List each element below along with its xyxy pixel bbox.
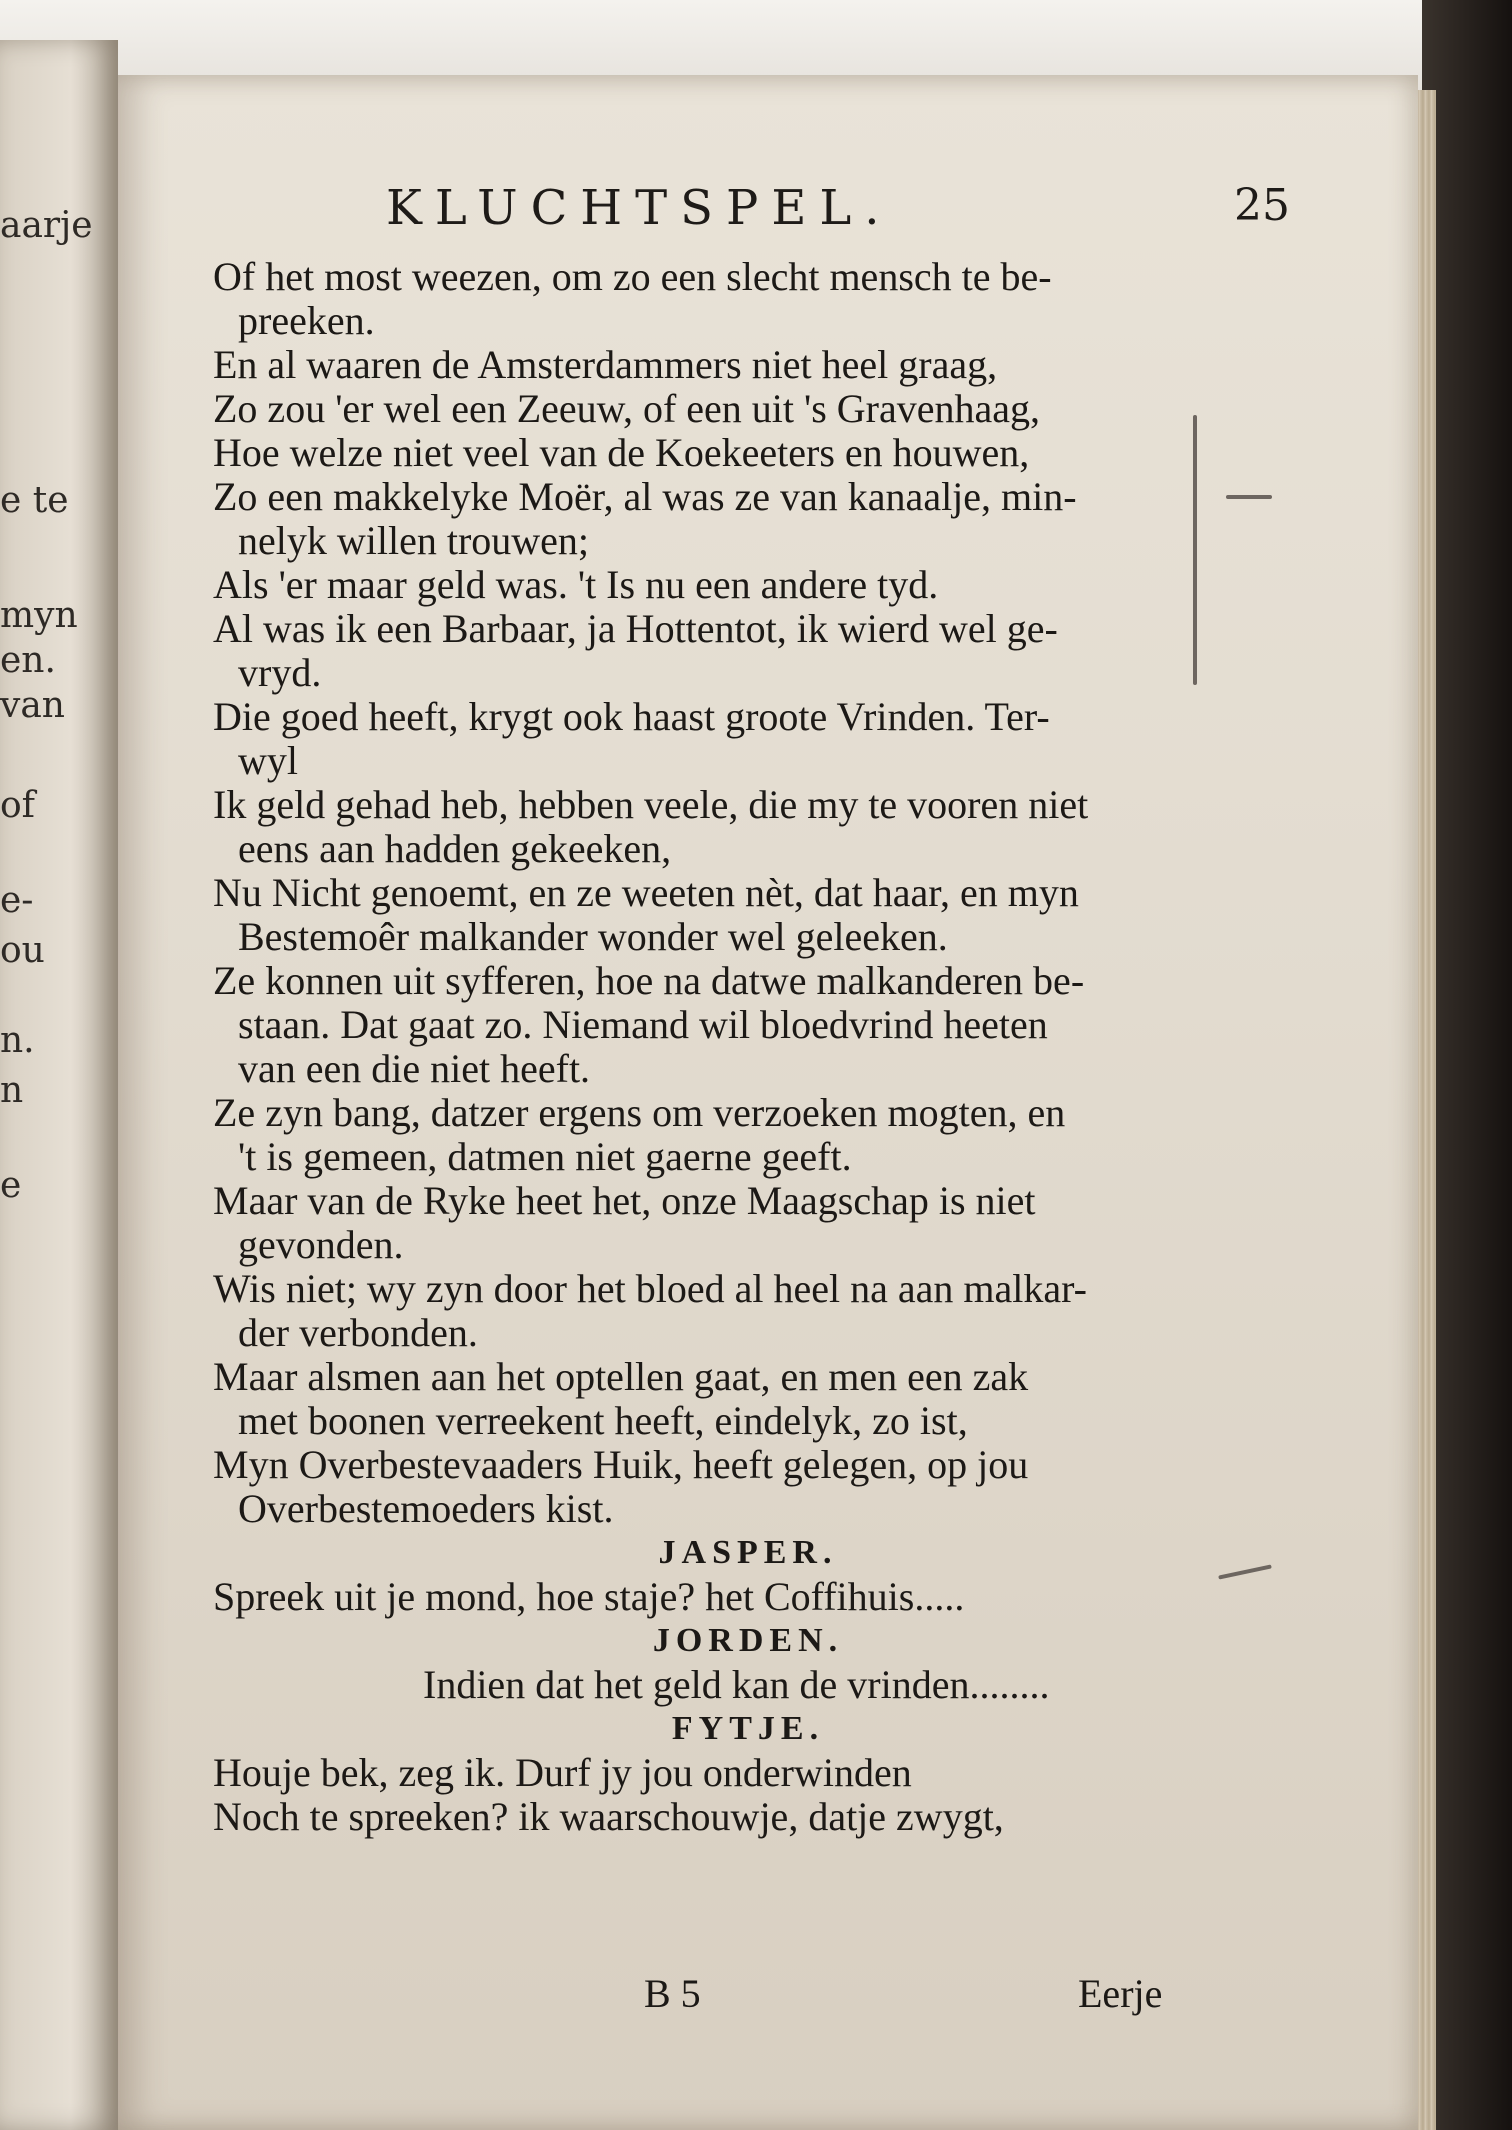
text-line: Spreek uit je mond, hoe staje? het Coffihuis..... — [213, 1574, 965, 1619]
text-line: Myn Overbestevaaders Huik, heeft gelegen, op jou — [213, 1442, 1029, 1487]
text-line: Die goed heeft, krygt ook haast groote Vrinden. Ter- — [213, 694, 1050, 739]
left-page-fragment: ou — [0, 930, 45, 971]
left-page-fragment: of — [0, 785, 35, 826]
left-page-fragment: van — [0, 685, 65, 726]
text-line: gevonden. — [238, 1222, 404, 1267]
text-line: Indien dat het geld kan de vrinden........ — [423, 1662, 1050, 1707]
text-line: der verbonden. — [238, 1310, 478, 1355]
text-line: Nu Nicht genoemt, en ze weeten nèt, dat haar, en myn — [213, 870, 1079, 915]
text-line: Zo een makkelyke Moër, al was ze van kanaalje, min- — [213, 474, 1077, 519]
text-line: Ik geld gehad heb, hebben veele, die my te vooren niet — [213, 782, 1089, 827]
text-line: En al waaren de Amsterdammers niet heel graag, — [213, 342, 998, 387]
page-number: 25 — [1234, 180, 1290, 231]
left-page-fragment: aarje — [0, 205, 93, 246]
text-line: Wis niet; wy zyn door het bloed al heel na aan malkar- — [213, 1266, 1087, 1311]
pencil-margin-dash — [1226, 495, 1272, 499]
text-line: Houje bek, zeg ik. Durf jy jou onderwinden — [213, 1750, 912, 1795]
left-page-fragment: e te — [0, 480, 69, 521]
text-line: 't is gemeen, datmen niet gaerne geeft. — [238, 1134, 852, 1179]
speaker-name: JORDEN. — [652, 1622, 844, 1659]
speaker-name: JASPER. — [658, 1534, 838, 1571]
text-line: Maar van de Ryke heet het, onze Maagschap is niet — [213, 1178, 1036, 1223]
text-line: Al was ik een Barbaar, ja Hottentot, ik wierd wel ge- — [213, 606, 1058, 651]
left-page-fragment: myn — [0, 595, 78, 636]
text-line: Zo zou 'er wel een Zeeuw, of een uit 's Gravenhaag, — [213, 386, 1041, 431]
text-line: Of het most weezen, om zo een slecht mensch te be- — [213, 254, 1052, 299]
catchword: Eerje — [1078, 1971, 1163, 2016]
text-line: preeken. — [238, 298, 375, 343]
book-page — [118, 75, 1418, 2130]
text-line: met boonen verreekent heeft, eindelyk, zo ist, — [238, 1398, 968, 1443]
text-line: Ze konnen uit syfferen, hoe na datwe malkanderen be- — [213, 958, 1085, 1003]
left-page-fragment: e- — [0, 880, 34, 921]
running-head: KLUCHTSPEL. — [386, 180, 893, 236]
text-line: Overbestemoeders kist. — [238, 1486, 614, 1531]
pencil-margin-bracket — [1193, 415, 1197, 685]
speaker-name: FYTJE. — [671, 1710, 825, 1747]
left-page-fragment: n — [0, 1070, 24, 1111]
left-page-fragment: n. — [0, 1020, 35, 1061]
text-line: Hoe welze niet veel van de Koekeeters en houwen, — [213, 430, 1030, 475]
text-line: wyl — [238, 738, 298, 783]
text-line: eens aan hadden gekeeken, — [238, 826, 672, 871]
text-line: vryd. — [238, 650, 322, 695]
text-line: van een die niet heeft. — [238, 1046, 591, 1091]
text-block — [158, 255, 1338, 1839]
left-page-fragment: e — [0, 1165, 22, 1206]
text-line: nelyk willen trouwen; — [238, 518, 590, 563]
text-line: Noch te spreeken? ik waarschouwje, datje zwygt, — [213, 1794, 1004, 1839]
left-page-fragment: en. — [0, 640, 56, 681]
text-line: Als 'er maar geld was. 't Is nu een andere tyd. — [213, 562, 939, 607]
text-line: Maar alsmen aan het optellen gaat, en men een zak — [213, 1354, 1029, 1399]
text-line: Bestemoêr malkander wonder wel geleeken. — [238, 914, 948, 959]
text-line: staan. Dat gaat zo. Niemand wil bloedvrind heeten — [238, 1002, 1048, 1047]
left-page — [0, 40, 118, 2130]
signature-mark: B 5 — [644, 1971, 701, 2016]
text-line: Ze zyn bang, datzer ergens om verzoeken mogten, en — [213, 1090, 1066, 1135]
